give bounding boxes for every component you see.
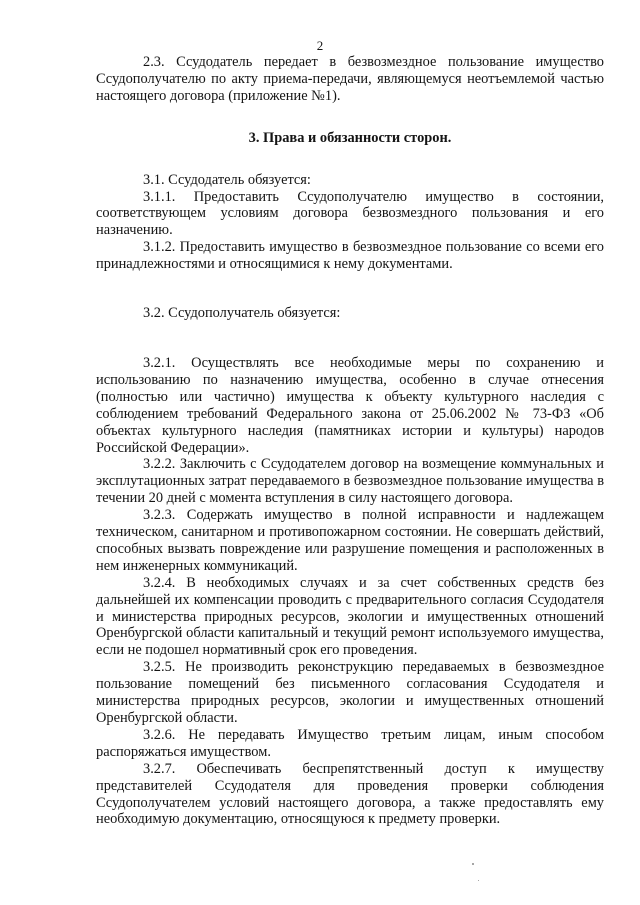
clause-3-2: 3.2. Ссудополучатель обязуется: <box>143 305 341 322</box>
clause-3-1-1: 3.1.1. Предоставить Ссудополучателю имущество в состоянии, соответствующем условиям договора безвозмездного пользования и его назначению. <box>96 188 604 239</box>
scan-speck <box>478 880 479 881</box>
clause-3-1-2: 3.1.2. Предоставить имущество в безвозмездное пользование со всеми его принадлежностями и относящимися к нему документами. <box>96 239 604 273</box>
clause-3-2-3: 3.2.3. Содержать имущество в полной исправности и надлежащем техническом, санитарном и противопожарном состоянии. Не совершать действий, способных вызвать повреждение или разрушение помещения и расположенных в нем инженерных коммуникаций. <box>96 507 604 574</box>
clause-3-2-4: 3.2.4. В необходимых случаях и за счет собственных средств без дальнейшей их компенсации проводить с предварительного согласия Ссудодателя и министерства природных ресурсов, экологии и имущественных отношений Оренбургской области капитальный и текущий ремонт используемого имущества, если не подошел нормативный срок его проведения. <box>96 574 604 659</box>
clause-2-3: 2.3. Ссудодатель передает в безвозмездное пользование имущество Ссудополучателю по акту приема-передачи, являющемуся неотъемлемой частью настоящего договора (приложение №1). <box>96 54 604 104</box>
clause-3-2-7: 3.2.7. Обеспечивать беспрепятственный доступ к имуществу представителей Ссудодателя для проведения проверки соблюдения Ссудополучателем условий настоящего договора, а также предоставлять ему необходимую документацию, относящуюся к предмету проверки. <box>96 760 604 828</box>
page-number: 2 <box>316 38 324 53</box>
clause-3-2-5: 3.2.5. Не производить реконструкцию передаваемых в безвозмездное пользование помещений без письменного согласования Ссудодателя и министерства природных ресурсов, экологии и имущественных отношений Оренбургской области. <box>96 659 604 726</box>
clause-3-2-1: 3.2.1. Осуществлять все необходимые меры по сохранению и использованию по назначению имущества, особенно в случае отнесения (полностью или частично) имущества к объекту культурного наследия с соблюдением требований Федерального закона от 25.06.2002 № 73-ФЗ «Об объектах культурного наследия (памятниках истории и культуры) народов Российской Федерации». <box>96 354 604 456</box>
document-body <box>96 54 604 828</box>
clause-3-1: 3.1. Ссудодатель обязуется: <box>143 171 311 188</box>
clause-3-2-6: 3.2.6. Не передавать Имущество третьим лицам, иным способом распоряжаться имуществом. <box>96 726 604 760</box>
section-3-heading: 3. Права и обязанности сторон. <box>248 129 452 146</box>
scan-speck <box>472 863 474 865</box>
clause-3-2-2: 3.2.2. Заключить с Ссудодателем договор на возмещение коммунальных и эксплутационных затрат передаваемого в безвозмездное пользование имущества в течении 20 дней с момента вступления в силу настоящего договора. <box>96 456 604 507</box>
